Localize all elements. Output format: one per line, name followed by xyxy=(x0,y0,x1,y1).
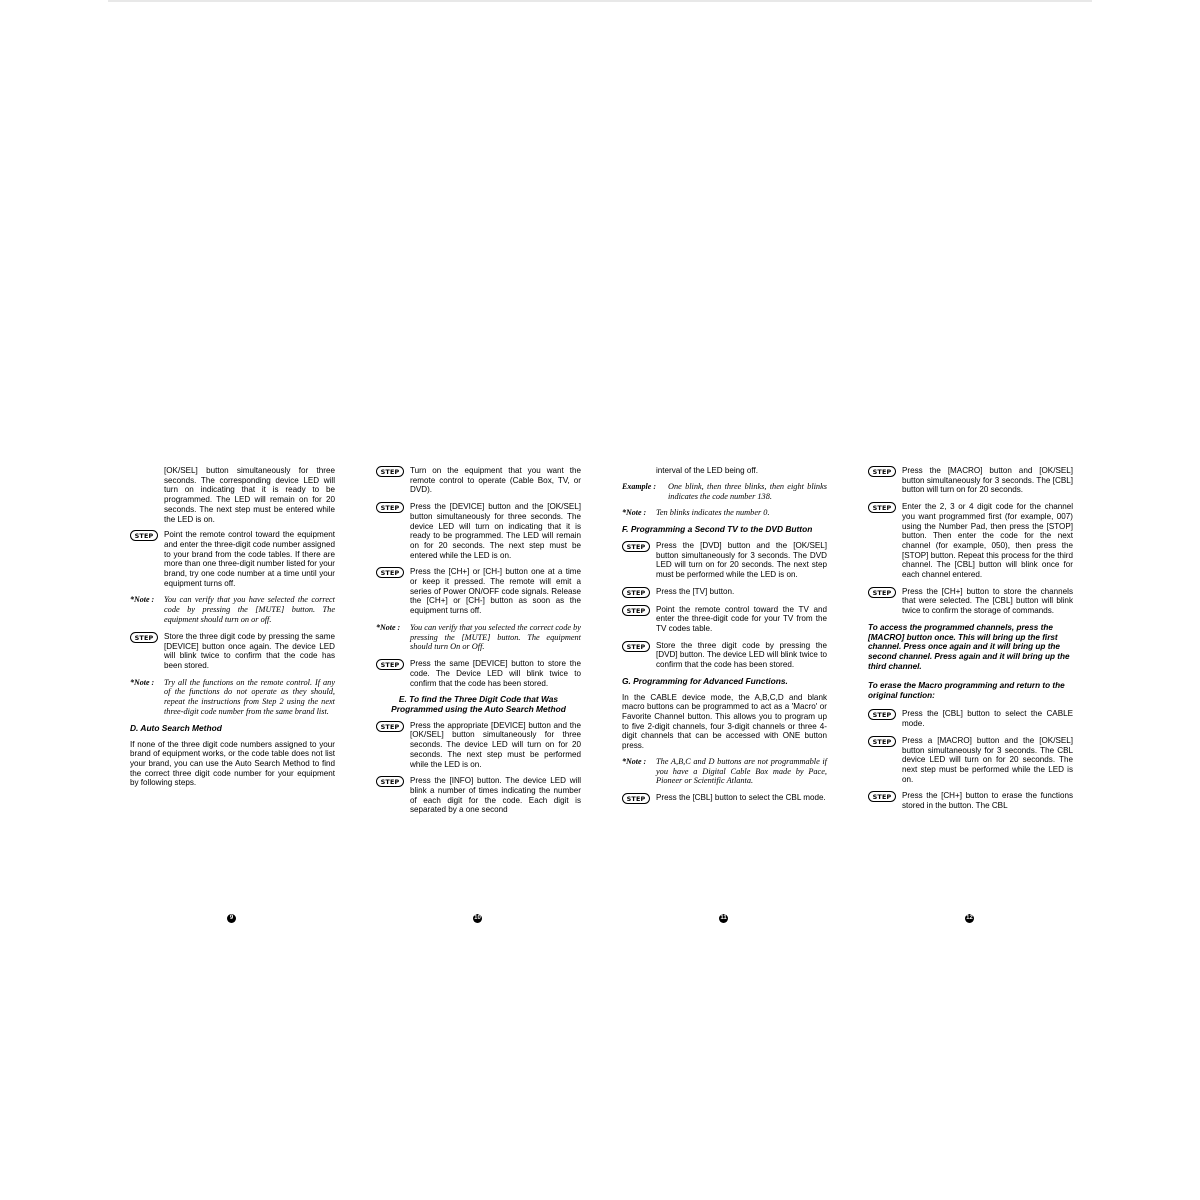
section-heading: F. Programming a Second TV to the DVD Button xyxy=(622,524,813,535)
step-text: Press the [TV] button. xyxy=(656,586,735,596)
column-page-10 xyxy=(376,466,581,822)
paragraph: [OK/SEL] button simultaneously for three seconds. The corresponding device LED will turn on indicating that it is ready to be programmed. The LED will remain on for 20 seconds. The next step must be entered while the LED is on. xyxy=(164,466,335,524)
step-badge: STEP xyxy=(376,466,404,477)
example-label: Example : xyxy=(622,481,656,491)
section-heading: G. Programming for Advanced Functions. xyxy=(622,675,788,686)
note-item xyxy=(130,678,335,717)
paragraph: interval of the LED being off. xyxy=(656,466,758,475)
note-item xyxy=(622,757,827,786)
step-badge: STEP xyxy=(868,791,896,802)
note-text: Ten blinks indicates the number 0. xyxy=(656,508,770,518)
step-text: Press the [MACRO] button and [OK/SEL] button simultaneously for 3 seconds. The [CBL] button will turn on for 20 seconds. xyxy=(902,466,1073,495)
step-badge: STEP xyxy=(868,502,896,513)
page-number: 12 xyxy=(966,915,973,921)
step-text: Press the [INFO] button. The device LED will blink a number of times indicating the number of each digit for the code. Each digit is separated by a one second xyxy=(410,776,581,815)
step-badge: STEP xyxy=(376,776,404,787)
step-badge: STEP xyxy=(376,502,404,513)
step-item xyxy=(376,466,581,495)
column-page-12 xyxy=(868,466,1073,818)
section-heading: D. Auto Search Method xyxy=(130,722,222,733)
step-item xyxy=(622,587,827,598)
step-badge: STEP xyxy=(130,530,158,541)
step-text: Point the remote control toward the equipment and enter the three-digit code number assigned to your brand from the code tables. If there are more than one three-digit number listed for your brand, try one code number at a time until your equipment turns off. xyxy=(164,530,335,588)
note-label: *Note : xyxy=(622,756,647,766)
step-text: Point the remote control toward the TV and enter the three-digit code for your TV from the TV codes table. xyxy=(656,604,827,634)
note-item xyxy=(622,508,827,518)
step-item xyxy=(868,502,1073,580)
paragraph: If none of the three digit code numbers assigned to your brand of equipment works, or the code table does not list your brand, you can use the Auto Search Method to find the correct three digit code number for your equipment by following steps. xyxy=(130,739,335,788)
note-label: *Note : xyxy=(376,622,401,632)
note-text: The A,B,C and D buttons are not programmable if you have a Digital Cable Box made by Pace, Pioneer or Scientific Atlanta. xyxy=(656,756,827,786)
step-item xyxy=(376,721,581,770)
step-item xyxy=(868,587,1073,616)
bold-instruction: To erase the Macro programming and return to the original function: xyxy=(868,680,1065,700)
note-label: *Note : xyxy=(130,677,155,687)
step-text: Press the [CBL] button to select the CBL mode. xyxy=(656,793,826,803)
note-item xyxy=(376,623,581,652)
step-text: Press the appropriate [DEVICE] button and the [OK/SEL] button simultaneously for three seconds. The device LED will turn on for 20 seconds. The next step must be performed while the LED is on. xyxy=(410,720,581,769)
step-text: Press the [DVD] button and the [OK/SEL] button simultaneously for 3 seconds. The DVD LED will turn on for 20 seconds. The next step must be performed while the LED is on. xyxy=(656,540,827,579)
step-item xyxy=(376,659,581,688)
step-text: Store the three digit code by pressing the [DVD] button. The device LED will blink twice to confirm that the code has been stored. xyxy=(656,640,827,670)
step-item xyxy=(130,632,335,671)
step-item xyxy=(622,541,827,580)
section-heading: E. To find the Three Digit Code that Was Programmed using the Auto Search Method xyxy=(391,694,566,715)
note-label: *Note : xyxy=(622,508,647,518)
step-badge: STEP xyxy=(130,632,158,643)
note-label: *Note : xyxy=(130,595,155,605)
step-item xyxy=(376,776,581,815)
step-item xyxy=(622,793,827,804)
note-item xyxy=(130,595,335,624)
step-badge: STEP xyxy=(868,466,896,477)
example-item xyxy=(622,482,827,502)
step-badge: STEP xyxy=(622,587,650,598)
step-badge: STEP xyxy=(622,541,650,552)
step-item xyxy=(868,736,1073,785)
step-text: Enter the 2, 3 or 4 digit code for the channel you want programmed first (for example, 007) using the Number Pad, then press the [STOP] button. Then enter the code for the next channel (for example, 050), then press the [STOP] button. Repeat this process for the third channel. The [CBL] button will blink once for each channel entered. xyxy=(902,502,1073,580)
step-text: Press the [CH+] button to store the channels that were selected. The [CBL] button will blink twice to confirm the storage of commands. xyxy=(902,586,1073,616)
step-badge: STEP xyxy=(622,605,650,616)
page-number: 9 xyxy=(227,914,236,923)
step-item xyxy=(868,466,1073,495)
step-item xyxy=(130,530,335,588)
step-badge: STEP xyxy=(376,659,404,670)
paragraph: In the CABLE device mode, the A,B,C,D and blank macro buttons can be programmed to act as a 'Macro' or Favorite Channel button. This allows you to program up to five 2-digit channels, four 3-digit channels or three 4-digit channels that can be accessed with ONE button press. xyxy=(622,692,827,751)
column-page-9 xyxy=(130,466,335,794)
step-item xyxy=(376,502,581,560)
step-text: Press the [CBL] button to select the CABLE mode. xyxy=(902,709,1073,729)
step-badge: STEP xyxy=(376,721,404,732)
step-item xyxy=(376,567,581,616)
step-badge: STEP xyxy=(376,567,404,578)
step-badge: STEP xyxy=(622,793,650,804)
step-item xyxy=(868,791,1073,810)
step-item xyxy=(622,605,827,634)
step-item xyxy=(868,709,1073,728)
page-top-rule xyxy=(108,0,1092,2)
step-text: Press the [DEVICE] button and the [OK/SEL] button simultaneously for three seconds. The device LED will turn on indicating that it is ready to be programmed. The LED will remain on for 20 seconds. The next step must be entered while the LED is on. xyxy=(410,502,581,560)
step-badge: STEP xyxy=(868,587,896,598)
step-text: Press the same [DEVICE] button to store the code. The Device LED will blink twice to confirm that the code has been stored. xyxy=(410,659,581,688)
page-number: 11 xyxy=(720,915,727,921)
note-text: You can verify that you have selected the correct code by pressing the [MUTE] button. The equipment should turn on or off. xyxy=(164,595,335,625)
step-badge: STEP xyxy=(622,641,650,652)
step-text: Press the [CH+] button to erase the functions stored in the button. The CBL xyxy=(902,791,1073,811)
step-badge: STEP xyxy=(868,736,896,747)
page-number: 10 xyxy=(474,915,481,921)
step-text: Turn on the equipment that you want the remote control to operate (Cable Box, TV, or DVD). xyxy=(410,466,581,495)
step-text: Press a [MACRO] button and the [OK/SEL] button simultaneously for 3 seconds. The CBL device LED will turn on for 20 seconds. The next step must be performed while the LED is on. xyxy=(902,735,1073,784)
note-text: Try all the functions on the remote control. If any of the functions do not operate as they should, repeat the instructions from Step 2 using the next three-digit code number from the same brand list. xyxy=(164,677,335,717)
column-page-11 xyxy=(622,466,827,811)
step-badge: STEP xyxy=(868,709,896,720)
step-text: Press the [CH+] or [CH-] button one at a time or keep it pressed. The remote will emit a series of Power ON/OFF code signals. Release the [CH+] or [CH-] button as soon as the equipment turns off. xyxy=(410,567,581,616)
step-text: Store the three digit code by pressing the same [DEVICE] button once again. The device LED will blink twice to confirm that the code has been stored. xyxy=(164,631,335,670)
note-text: You can verify that you selected the correct code by pressing the [MUTE] button. The equipment should turn On or Off. xyxy=(410,622,581,652)
bold-instruction: To access the programmed channels, press the [MACRO] button once. This will bring up the first channel. Press once again and it will bring up the second channel. Press again and it will bring up the third channel. xyxy=(868,622,1070,672)
example-text: One blink, then three blinks, then eight blinks indicates the code number 138. xyxy=(668,481,827,501)
step-item xyxy=(622,641,827,670)
